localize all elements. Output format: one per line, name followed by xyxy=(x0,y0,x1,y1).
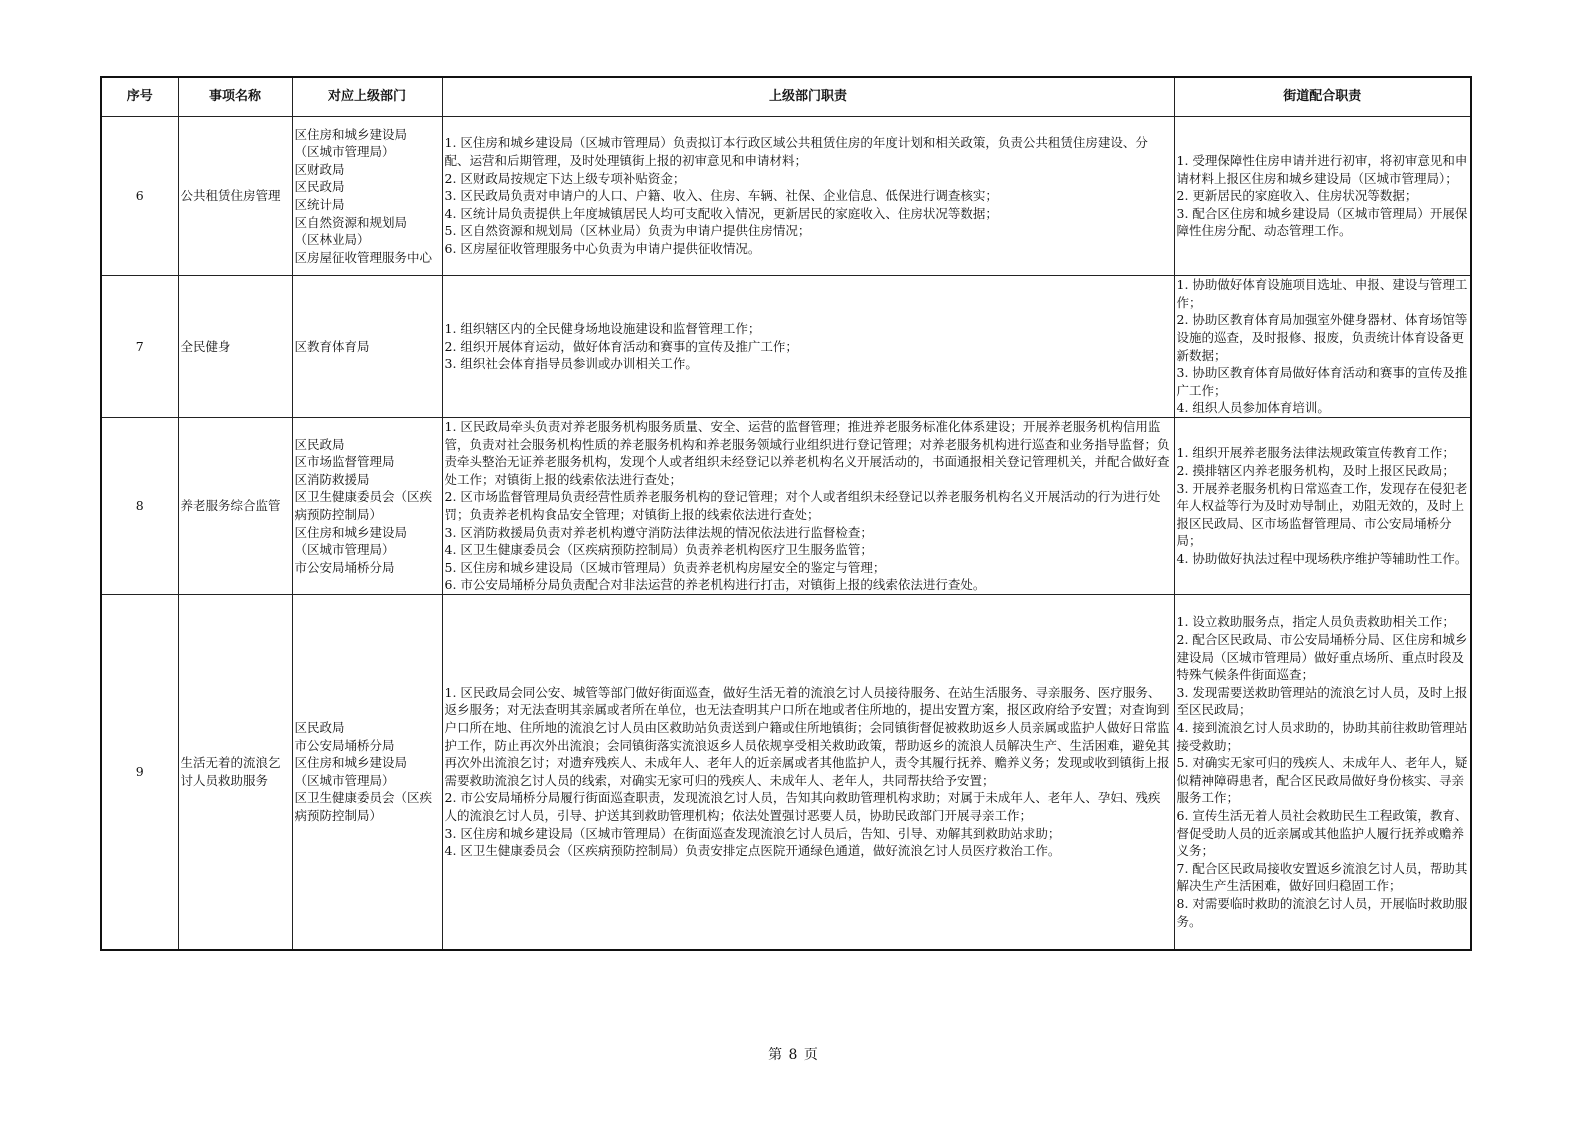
header-dept-duties: 上级部门职责 xyxy=(442,77,1174,117)
table-row xyxy=(101,418,1471,595)
header-item-name: 事项名称 xyxy=(178,77,292,117)
row-no: 6 xyxy=(101,117,178,276)
table-row xyxy=(101,595,1471,950)
header-no: 序号 xyxy=(101,77,178,117)
duties-table xyxy=(100,76,1472,951)
row-dept-duties: 1. 区民政局会同公安、城管等部门做好街面巡查，做好生活无着的流浪乞讨人员接待服务、在站生活服务、寻亲服务、医疗服务、返乡服务；对无法查明其亲属或者所在单位，也无法查明其户口所在地或者住所地的，提出安置方案，报区政府给予安置；对查询到户口所在地、住所地的流浪乞讨人员由区救助站负责送到户籍或住所地镇街；会同镇街督促被救助返乡人员亲属或监护人做好日常监护工作，防止再次外出流浪；会同镇街落实流浪返乡人员依规享受相关救助政策，帮助返乡的流浪人员解决生产、生活困难，避免其再次外出流浪乞讨；对遗弃残疾人、未成年人、老年人的近亲属或者其他监护人，责令其履行抚养、赡养义务；发现或收到镇街上报需要救助流浪乞讨人员的线索，对确实无家可归的残疾人、未成年人、老年人，共同帮扶给予安置； 2. 市公安局埇桥分局履行街面巡查职责，发现流浪乞讨人员，告知其向救助管理机构求助；对属于未成年人、老年人、孕妇、残疾人的流浪乞讨人员，引导、护送其到救助管理机构；依法处置强讨恶要人员，协助民政部门开展寻亲工作； 3. 区住房和城乡建设局（区城市管理局）在街面巡查发现流浪乞讨人员后，告知、引导、劝解其到救助站求助； 4. 区卫生健康委员会（区疾病预防控制局）负责安排定点医院开通绿色通道，做好流浪乞讨人员医疗救治工作。 xyxy=(442,595,1174,950)
table-row xyxy=(101,117,1471,276)
row-departments: 区住房和城乡建设局 （区城市管理局） 区财政局 区民政局 区统计局 区自然资源和规划局 （区林业局） 区房屋征收管理服务中心 xyxy=(292,117,442,276)
row-departments: 区民政局 市公安局埇桥分局 区住房和城乡建设局 （区城市管理局） 区卫生健康委员会（区疾病预防控制局） xyxy=(292,595,442,950)
row-item-name: 养老服务综合监管 xyxy=(178,418,292,595)
header-street-duties: 街道配合职责 xyxy=(1174,77,1471,117)
row-departments: 区民政局 区市场监督管理局 区消防救援局 区卫生健康委员会（区疾病预防控制局） 区住房和城乡建设局 （区城市管理局） 市公安局埇桥分局 xyxy=(292,418,442,595)
table-header-row xyxy=(101,77,1471,117)
row-dept-duties: 1. 区民政局牵头负责对养老服务机构服务质量、安全、运营的监督管理；推进养老服务标准化体系建设；开展养老服务机构信用监管，负责对社会服务机构性质的养老服务机构和养老服务领域行业组织进行登记管理；对养老服务机构进行巡查和业务指导监督；负责牵头整治无证养老服务机构，发现个人或者组织未经登记以养老机构名义开展活动的，书面通报相关登记管理机关，并配合做好查处工作；对镇街上报的线索依法进行查处； 2. 区市场监督管理局负责经营性质养老服务机构的登记管理；对个人或者组织未经登记以养老服务机构名义开展活动的行为进行处罚；负责养老机构食品安全管理；对镇街上报的线索依法进行查处； 3. 区消防救援局负责对养老机构遵守消防法律法规的情况依法进行监督检查； 4. 区卫生健康委员会（区疾病预防控制局）负责养老机构医疗卫生服务监管； 5. 区住房和城乡建设局（区城市管理局）负责养老机构房屋安全的鉴定与管理； 6. 市公安局埇桥分局负责配合对非法运营的养老机构进行打击，对镇街上报的线索依法进行查处。 xyxy=(442,418,1174,595)
row-item-name: 公共租赁住房管理 xyxy=(178,117,292,276)
row-no: 8 xyxy=(101,418,178,595)
row-street-duties: 1. 设立救助服务点，指定人员负责救助相关工作； 2. 配合区民政局、市公安局埇桥分局、区住房和城乡建设局（区城市管理局）做好重点场所、重点时段及特殊气候条件街面巡查； 3. 发现需要送救助管理站的流浪乞讨人员，及时上报至区民政局； 4. 接到流浪乞讨人员求助的，协助其前往救助管理站接受救助； 5. 对确实无家可归的残疾人、未成年人、老年人，疑似精神障碍患者，配合区民政局做好身份核实、寻亲服务工作； 6. 宣传生活无着人员社会救助民生工程政策，教育、督促受助人员的近亲属或其他监护人履行抚养或赡养义务； 7. 配合区民政局接收安置返乡流浪乞讨人员，帮助其解决生产生活困难，做好回归稳固工作； 8. 对需要临时救助的流浪乞讨人员，开展临时救助服务。 xyxy=(1174,595,1471,950)
row-street-duties: 1. 协助做好体育设施项目选址、申报、建设与管理工作； 2. 协助区教育体育局加强室外健身器材、体育场馆等设施的巡查，及时报修、报废，负责统计体育设备更新数据； 3. 协助区教育体育局做好体育活动和赛事的宣传及推广工作； 4. 组织人员参加体育培训。 xyxy=(1174,276,1471,418)
row-street-duties: 1. 受理保障性住房申请并进行初审，将初审意见和申请材料上报区住房和城乡建设局（区城市管理局）； 2. 更新居民的家庭收入、住房状况等数据； 3. 配合区住房和城乡建设局（区城市管理局）开展保障性住房分配、动态管理工作。 xyxy=(1174,117,1471,276)
page-number: 第 8 页 xyxy=(768,1047,819,1063)
header-department: 对应上级部门 xyxy=(292,77,442,117)
row-item-name: 全民健身 xyxy=(178,276,292,418)
row-item-name: 生活无着的流浪乞讨人员救助服务 xyxy=(178,595,292,950)
table-body xyxy=(101,117,1471,950)
table-row xyxy=(101,276,1471,418)
row-no: 9 xyxy=(101,595,178,950)
row-departments: 区教育体育局 xyxy=(292,276,442,418)
row-dept-duties: 1. 组织辖区内的全民健身场地设施建设和监督管理工作； 2. 组织开展体育运动，做好体育活动和赛事的宣传及推广工作； 3. 组织社会体育指导员参训或办训相关工作。 xyxy=(442,276,1174,418)
row-street-duties: 1. 组织开展养老服务法律法规政策宣传教育工作； 2. 摸排辖区内养老服务机构，及时上报区民政局； 3. 开展养老服务机构日常巡查工作，发现存在侵犯老年人权益等行为及时劝导制止，劝阻无效的，及时上报区民政局、区市场监督管理局、市公安局埇桥分局； 4. 协助做好执法过程中现场秩序维护等辅助性工作。 xyxy=(1174,418,1471,595)
row-dept-duties: 1. 区住房和城乡建设局（区城市管理局）负责拟订本行政区域公共租赁住房的年度计划和相关政策，负责公共租赁住房建设、分配、运营和后期管理，及时处理镇街上报的初审意见和申请材料； 2. 区财政局按规定下达上级专项补贴资金； 3. 区民政局负责对申请户的人口、户籍、收入、住房、车辆、社保、企业信息、低保进行调查核实； 4. 区统计局负责提供上年度城镇居民人均可支配收入情况，更新居民的家庭收入、住房状况等数据； 5. 区自然资源和规划局（区林业局）负责为申请户提供住房情况； 6. 区房屋征收管理服务中心负责为申请户提供征收情况。 xyxy=(442,117,1174,276)
row-no: 7 xyxy=(101,276,178,418)
